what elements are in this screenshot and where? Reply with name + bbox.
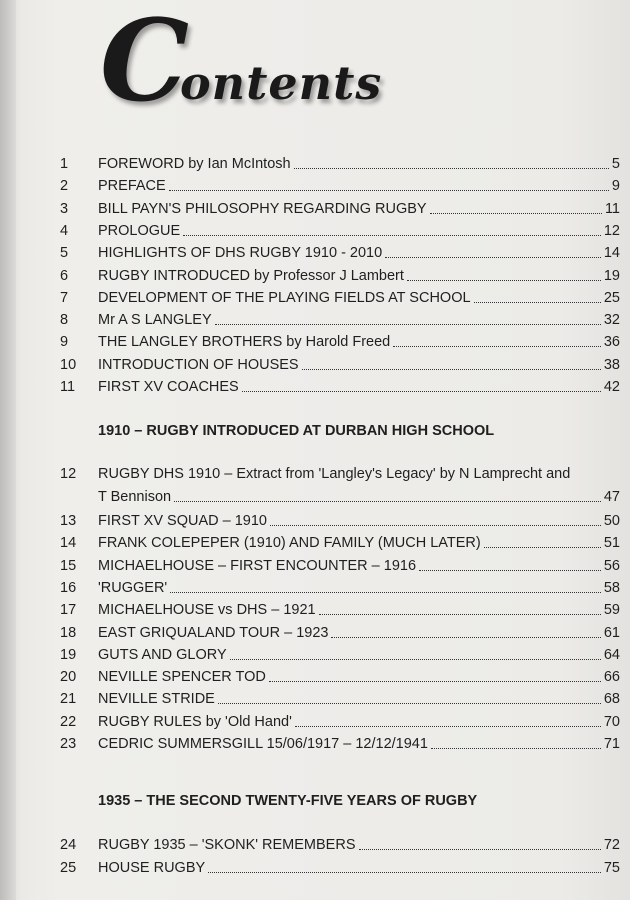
entry-title: INTRODUCTION OF HOUSES bbox=[98, 357, 299, 373]
entry-number: 10 bbox=[60, 357, 77, 373]
entry-page-number: 56 bbox=[603, 558, 620, 574]
entry-number: 23 bbox=[60, 736, 77, 752]
entry-page-number: 32 bbox=[603, 312, 620, 328]
toc-entry bbox=[60, 376, 620, 398]
entry-line bbox=[98, 688, 620, 710]
toc-entry bbox=[60, 331, 620, 353]
dot-leader bbox=[407, 280, 601, 281]
entry-number: 20 bbox=[60, 669, 77, 685]
toc-entry bbox=[60, 220, 620, 242]
entry-line bbox=[98, 555, 620, 577]
entry-page-number: 58 bbox=[603, 580, 620, 596]
entry-line bbox=[98, 644, 620, 666]
entry-page-number: 64 bbox=[603, 647, 620, 663]
dot-leader bbox=[430, 213, 602, 214]
entry-number: 25 bbox=[60, 860, 77, 876]
entry-number: 13 bbox=[60, 513, 77, 529]
toc-entry bbox=[60, 834, 620, 856]
entry-line bbox=[98, 376, 620, 398]
dot-leader bbox=[218, 703, 601, 704]
entry-line bbox=[98, 220, 620, 242]
entry-page-number: 75 bbox=[603, 860, 620, 876]
entry-number: 5 bbox=[60, 245, 69, 261]
entry-page-number: 51 bbox=[603, 535, 620, 551]
dot-leader bbox=[295, 726, 601, 727]
entry-title: NEVILLE STRIDE bbox=[98, 691, 215, 707]
entry-page-number: 19 bbox=[603, 268, 620, 284]
dot-leader bbox=[170, 592, 601, 593]
entry-number: 17 bbox=[60, 602, 77, 618]
entry-title-line-1: RUGBY DHS 1910 – Extract from 'Langley's Legacy' by N Lamprecht and bbox=[98, 466, 571, 482]
dot-leader bbox=[302, 369, 601, 370]
toc-entry-continued bbox=[60, 486, 620, 508]
dot-leader bbox=[419, 570, 601, 571]
toc-entry bbox=[60, 463, 620, 485]
entry-page-number: 71 bbox=[603, 736, 620, 752]
entry-number: 6 bbox=[60, 268, 69, 284]
entry-title: RUGBY INTRODUCED by Professor J Lambert bbox=[98, 268, 404, 284]
entry-title: HOUSE RUGBY bbox=[98, 860, 206, 876]
toc-entry bbox=[60, 532, 620, 554]
entry-line bbox=[98, 510, 620, 532]
title-rest: ontents bbox=[180, 56, 383, 110]
entry-title: EAST GRIQUALAND TOUR – 1923 bbox=[98, 625, 329, 641]
entry-title: 'RUGGER' bbox=[98, 580, 168, 596]
entry-line bbox=[98, 666, 620, 688]
entry-number: 9 bbox=[60, 334, 69, 350]
toc-entry bbox=[60, 287, 620, 309]
entry-page-number: 14 bbox=[603, 245, 620, 261]
dot-leader bbox=[169, 190, 609, 191]
entry-line bbox=[98, 711, 620, 733]
entry-page-number: 47 bbox=[603, 489, 620, 505]
toc-entry bbox=[60, 198, 620, 220]
entry-title: NEVILLE SPENCER TOD bbox=[98, 669, 266, 685]
dot-leader bbox=[393, 346, 601, 347]
entry-title: FOREWORD by Ian McIntosh bbox=[98, 156, 291, 172]
toc-entry bbox=[60, 242, 620, 264]
toc-entry bbox=[60, 733, 620, 755]
entry-line bbox=[98, 577, 620, 599]
dot-leader bbox=[174, 501, 601, 502]
dot-leader bbox=[474, 302, 601, 303]
entry-page-number: 70 bbox=[603, 714, 620, 730]
entry-page-number: 9 bbox=[611, 178, 620, 194]
entry-number: 15 bbox=[60, 558, 77, 574]
entry-title-line-2: T Bennison bbox=[98, 489, 172, 505]
entry-page-number: 36 bbox=[603, 334, 620, 350]
entry-title: THE LANGLEY BROTHERS by Harold Freed bbox=[98, 334, 391, 350]
entry-number: 3 bbox=[60, 201, 69, 217]
dot-leader bbox=[319, 614, 601, 615]
entry-page-number: 12 bbox=[603, 223, 620, 239]
entry-title: BILL PAYN'S PHILOSOPHY REGARDING RUGBY bbox=[98, 201, 427, 217]
entry-title: GUTS AND GLORY bbox=[98, 647, 227, 663]
toc-entry bbox=[60, 555, 620, 577]
entry-number: 24 bbox=[60, 837, 77, 853]
entry-line bbox=[98, 599, 620, 621]
entry-page-number: 66 bbox=[603, 669, 620, 685]
entry-page-number: 5 bbox=[611, 156, 620, 172]
dot-leader bbox=[484, 547, 601, 548]
entry-line bbox=[98, 622, 620, 644]
entry-line bbox=[98, 153, 620, 175]
dot-leader bbox=[183, 235, 601, 236]
entry-page-number: 42 bbox=[603, 379, 620, 395]
entry-line bbox=[98, 857, 620, 879]
entry-title: HIGHLIGHTS OF DHS RUGBY 1910 - 2010 bbox=[98, 245, 383, 261]
entry-line bbox=[98, 198, 620, 220]
toc-entry bbox=[60, 153, 620, 175]
toc-entry bbox=[60, 599, 620, 621]
entry-line bbox=[98, 354, 620, 376]
entry-title: MICHAELHOUSE vs DHS – 1921 bbox=[98, 602, 316, 618]
entry-number: 2 bbox=[60, 178, 69, 194]
entry-page-number: 59 bbox=[603, 602, 620, 618]
entry-number: 16 bbox=[60, 580, 77, 596]
dot-leader bbox=[230, 659, 601, 660]
entry-number: 4 bbox=[60, 223, 69, 239]
entry-page-number: 25 bbox=[603, 290, 620, 306]
entry-number: 14 bbox=[60, 535, 77, 551]
entry-title: RUGBY 1935 – 'SKONK' REMEMBERS bbox=[98, 837, 356, 853]
entry-line bbox=[98, 175, 620, 197]
section-heading: 1910 – RUGBY INTRODUCED AT DURBAN HIGH SCHOOL bbox=[98, 423, 495, 439]
toc-entry bbox=[60, 644, 620, 666]
dot-leader bbox=[431, 748, 601, 749]
entry-number: 12 bbox=[60, 466, 77, 482]
entry-number: 7 bbox=[60, 290, 69, 306]
book-spine-shadow bbox=[0, 0, 16, 900]
dot-leader bbox=[294, 168, 609, 169]
entry-title: Mr A S LANGLEY bbox=[98, 312, 212, 328]
entry-line bbox=[98, 309, 620, 331]
entry-line bbox=[98, 287, 620, 309]
entry-title: DEVELOPMENT OF THE PLAYING FIELDS AT SCHOOL bbox=[98, 290, 471, 306]
toc-entry bbox=[60, 857, 620, 879]
entry-page-number: 11 bbox=[604, 201, 620, 217]
entry-line bbox=[98, 331, 620, 353]
dot-leader bbox=[359, 849, 601, 850]
entry-title: FRANK COLEPEPER (1910) AND FAMILY (MUCH LATER) bbox=[98, 535, 481, 551]
toc-entry bbox=[60, 309, 620, 331]
toc-entry bbox=[60, 577, 620, 599]
toc-entry bbox=[60, 265, 620, 287]
entry-line bbox=[98, 486, 620, 508]
entry-page-number: 61 bbox=[603, 625, 620, 641]
toc-entry bbox=[60, 711, 620, 733]
dot-leader bbox=[385, 257, 601, 258]
dot-leader bbox=[331, 637, 600, 638]
toc-entry bbox=[60, 666, 620, 688]
entry-number: 1 bbox=[60, 156, 69, 172]
entry-number: 18 bbox=[60, 625, 77, 641]
dot-leader bbox=[269, 681, 601, 682]
entry-line bbox=[98, 265, 620, 287]
page-title bbox=[100, 0, 420, 138]
entry-number: 22 bbox=[60, 714, 77, 730]
entry-title: CEDRIC SUMMERSGILL 15/06/1917 – 12/12/1941 bbox=[98, 736, 428, 752]
dot-leader bbox=[270, 525, 601, 526]
entry-page-number: 68 bbox=[603, 691, 620, 707]
entry-page-number: 50 bbox=[603, 513, 620, 529]
entry-title: PREFACE bbox=[98, 178, 166, 194]
entry-line bbox=[98, 532, 620, 554]
toc-entry bbox=[60, 354, 620, 376]
entry-line bbox=[98, 242, 620, 264]
entry-line bbox=[98, 733, 620, 755]
entry-title: FIRST XV SQUAD – 1910 bbox=[98, 513, 267, 529]
entry-title: RUGBY RULES by 'Old Hand' bbox=[98, 714, 292, 730]
dot-leader bbox=[242, 391, 601, 392]
toc-entry bbox=[60, 175, 620, 197]
entry-page-number: 38 bbox=[603, 357, 620, 373]
entry-line bbox=[98, 834, 620, 856]
entry-number: 8 bbox=[60, 312, 69, 328]
entry-page-number: 72 bbox=[603, 837, 620, 853]
title-initial: C bbox=[100, 0, 190, 127]
toc-entry bbox=[60, 510, 620, 532]
entry-number: 19 bbox=[60, 647, 77, 663]
entry-title: FIRST XV COACHES bbox=[98, 379, 239, 395]
entry-number: 21 bbox=[60, 691, 77, 707]
entry-title: MICHAELHOUSE – FIRST ENCOUNTER – 1916 bbox=[98, 558, 417, 574]
dot-leader bbox=[208, 872, 601, 873]
section-heading: 1935 – THE SECOND TWENTY-FIVE YEARS OF RUGBY bbox=[98, 793, 478, 809]
entry-title: PROLOGUE bbox=[98, 223, 181, 239]
dot-leader bbox=[215, 324, 601, 325]
toc-entry bbox=[60, 622, 620, 644]
toc-entry bbox=[60, 688, 620, 710]
entry-number: 11 bbox=[60, 379, 76, 395]
